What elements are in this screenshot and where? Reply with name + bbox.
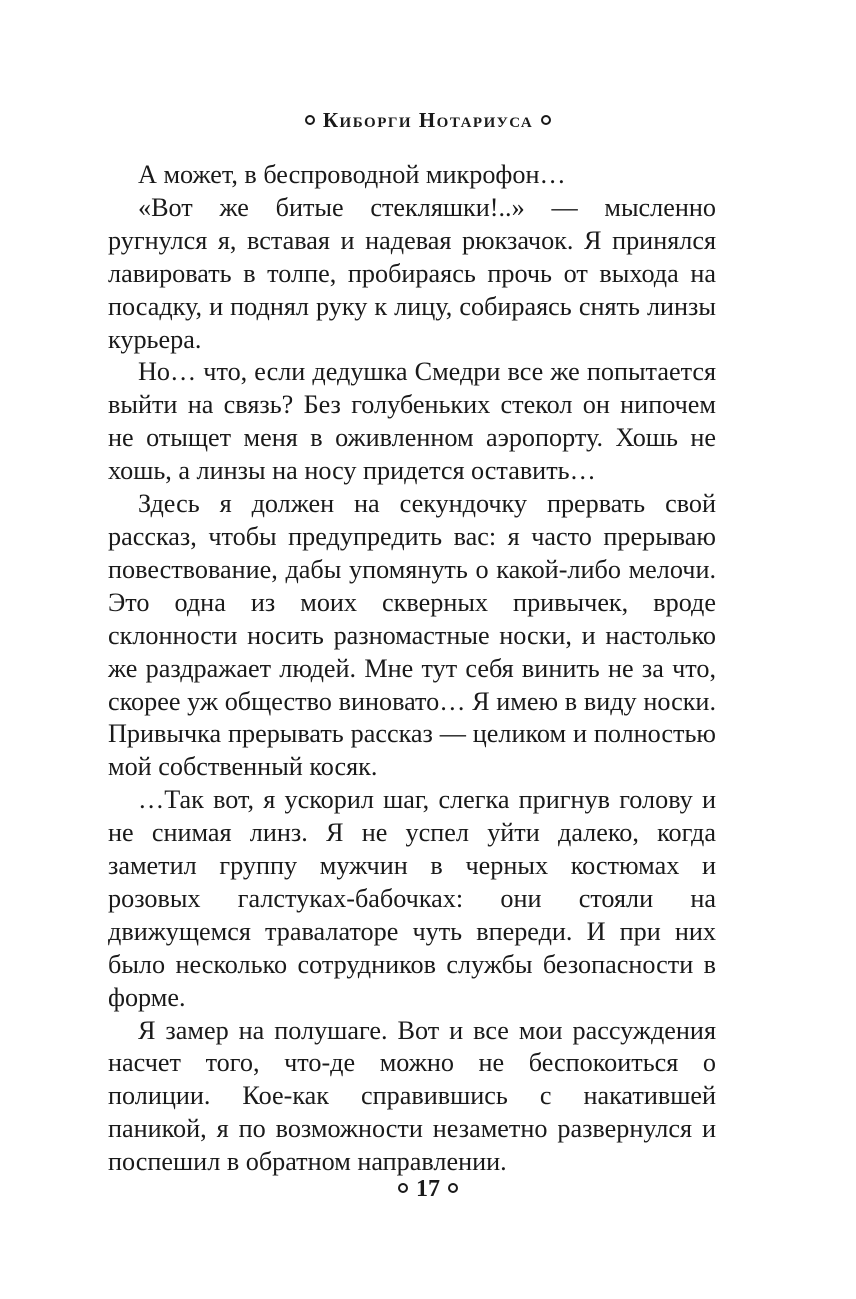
ornament-dot-right-icon xyxy=(541,115,551,125)
paragraph: Я замер на полушаге. Вот и все мои рассуждения насчет того, что-де можно не беспокоиться о полиции. Кое-как справившись с накатившей паникой, я по возможности незаметно развернулся и поспешил в обратном направлении. xyxy=(108,1015,716,1177)
paragraph: А может, в беспроводной микрофон… xyxy=(138,160,566,189)
ornament-dot-right-icon xyxy=(448,1183,458,1193)
page-number: 17 xyxy=(416,1176,440,1202)
paragraph: Но… что, если дедушка Смедри все же попытается выйти на связь? Без голубеньких стекол он нипочем не отыщет меня в оживленном аэропорту. Хошь не хошь, а линзы на носу придется оставить… xyxy=(108,357,716,486)
ornament-dot-left-icon xyxy=(398,1183,408,1193)
paragraph: …Так вот, я ускорил шаг, слегка пригнув голову и не снимая линз. Я не успел уйти далеко, когда заметил группу мужчин в черных костюмах и розовых галстуках-бабочках: они стояли на движущемся травалаторе чуть впереди. И при них было несколько сотрудников службы безопасности в форме. xyxy=(108,785,716,1012)
paragraph: Здесь я должен на секундочку прервать свой рассказ, чтобы предупредить вас: я часто прерываю повествование, дабы упомянуть о какой-либо мелочи. Это одна из моих скверных привычек, вроде склонности носить разномастные носки, и настолько же раздражает людей. Мне тут себя винить не за что, скорее уж общество виновато… Я имею в виду носки. Привычка прерывать рассказ — целиком и полностью мой собственный косяк. xyxy=(108,489,716,782)
page-footer xyxy=(0,1176,856,1203)
running-head xyxy=(0,108,856,133)
ornament-dot-left-icon xyxy=(305,115,315,125)
body-text xyxy=(108,159,716,1179)
running-title: Киборги Нотариуса xyxy=(322,108,534,132)
paragraph: «Вот же битые стекляшки!..» — мысленно ругнулся я, вставая и надевая рюкзачок. Я принялся лавировать в толпе, пробираясь прочь от выхода на посадку, и поднял руку к лицу, собираясь снять линзы курьера. xyxy=(108,192,716,354)
